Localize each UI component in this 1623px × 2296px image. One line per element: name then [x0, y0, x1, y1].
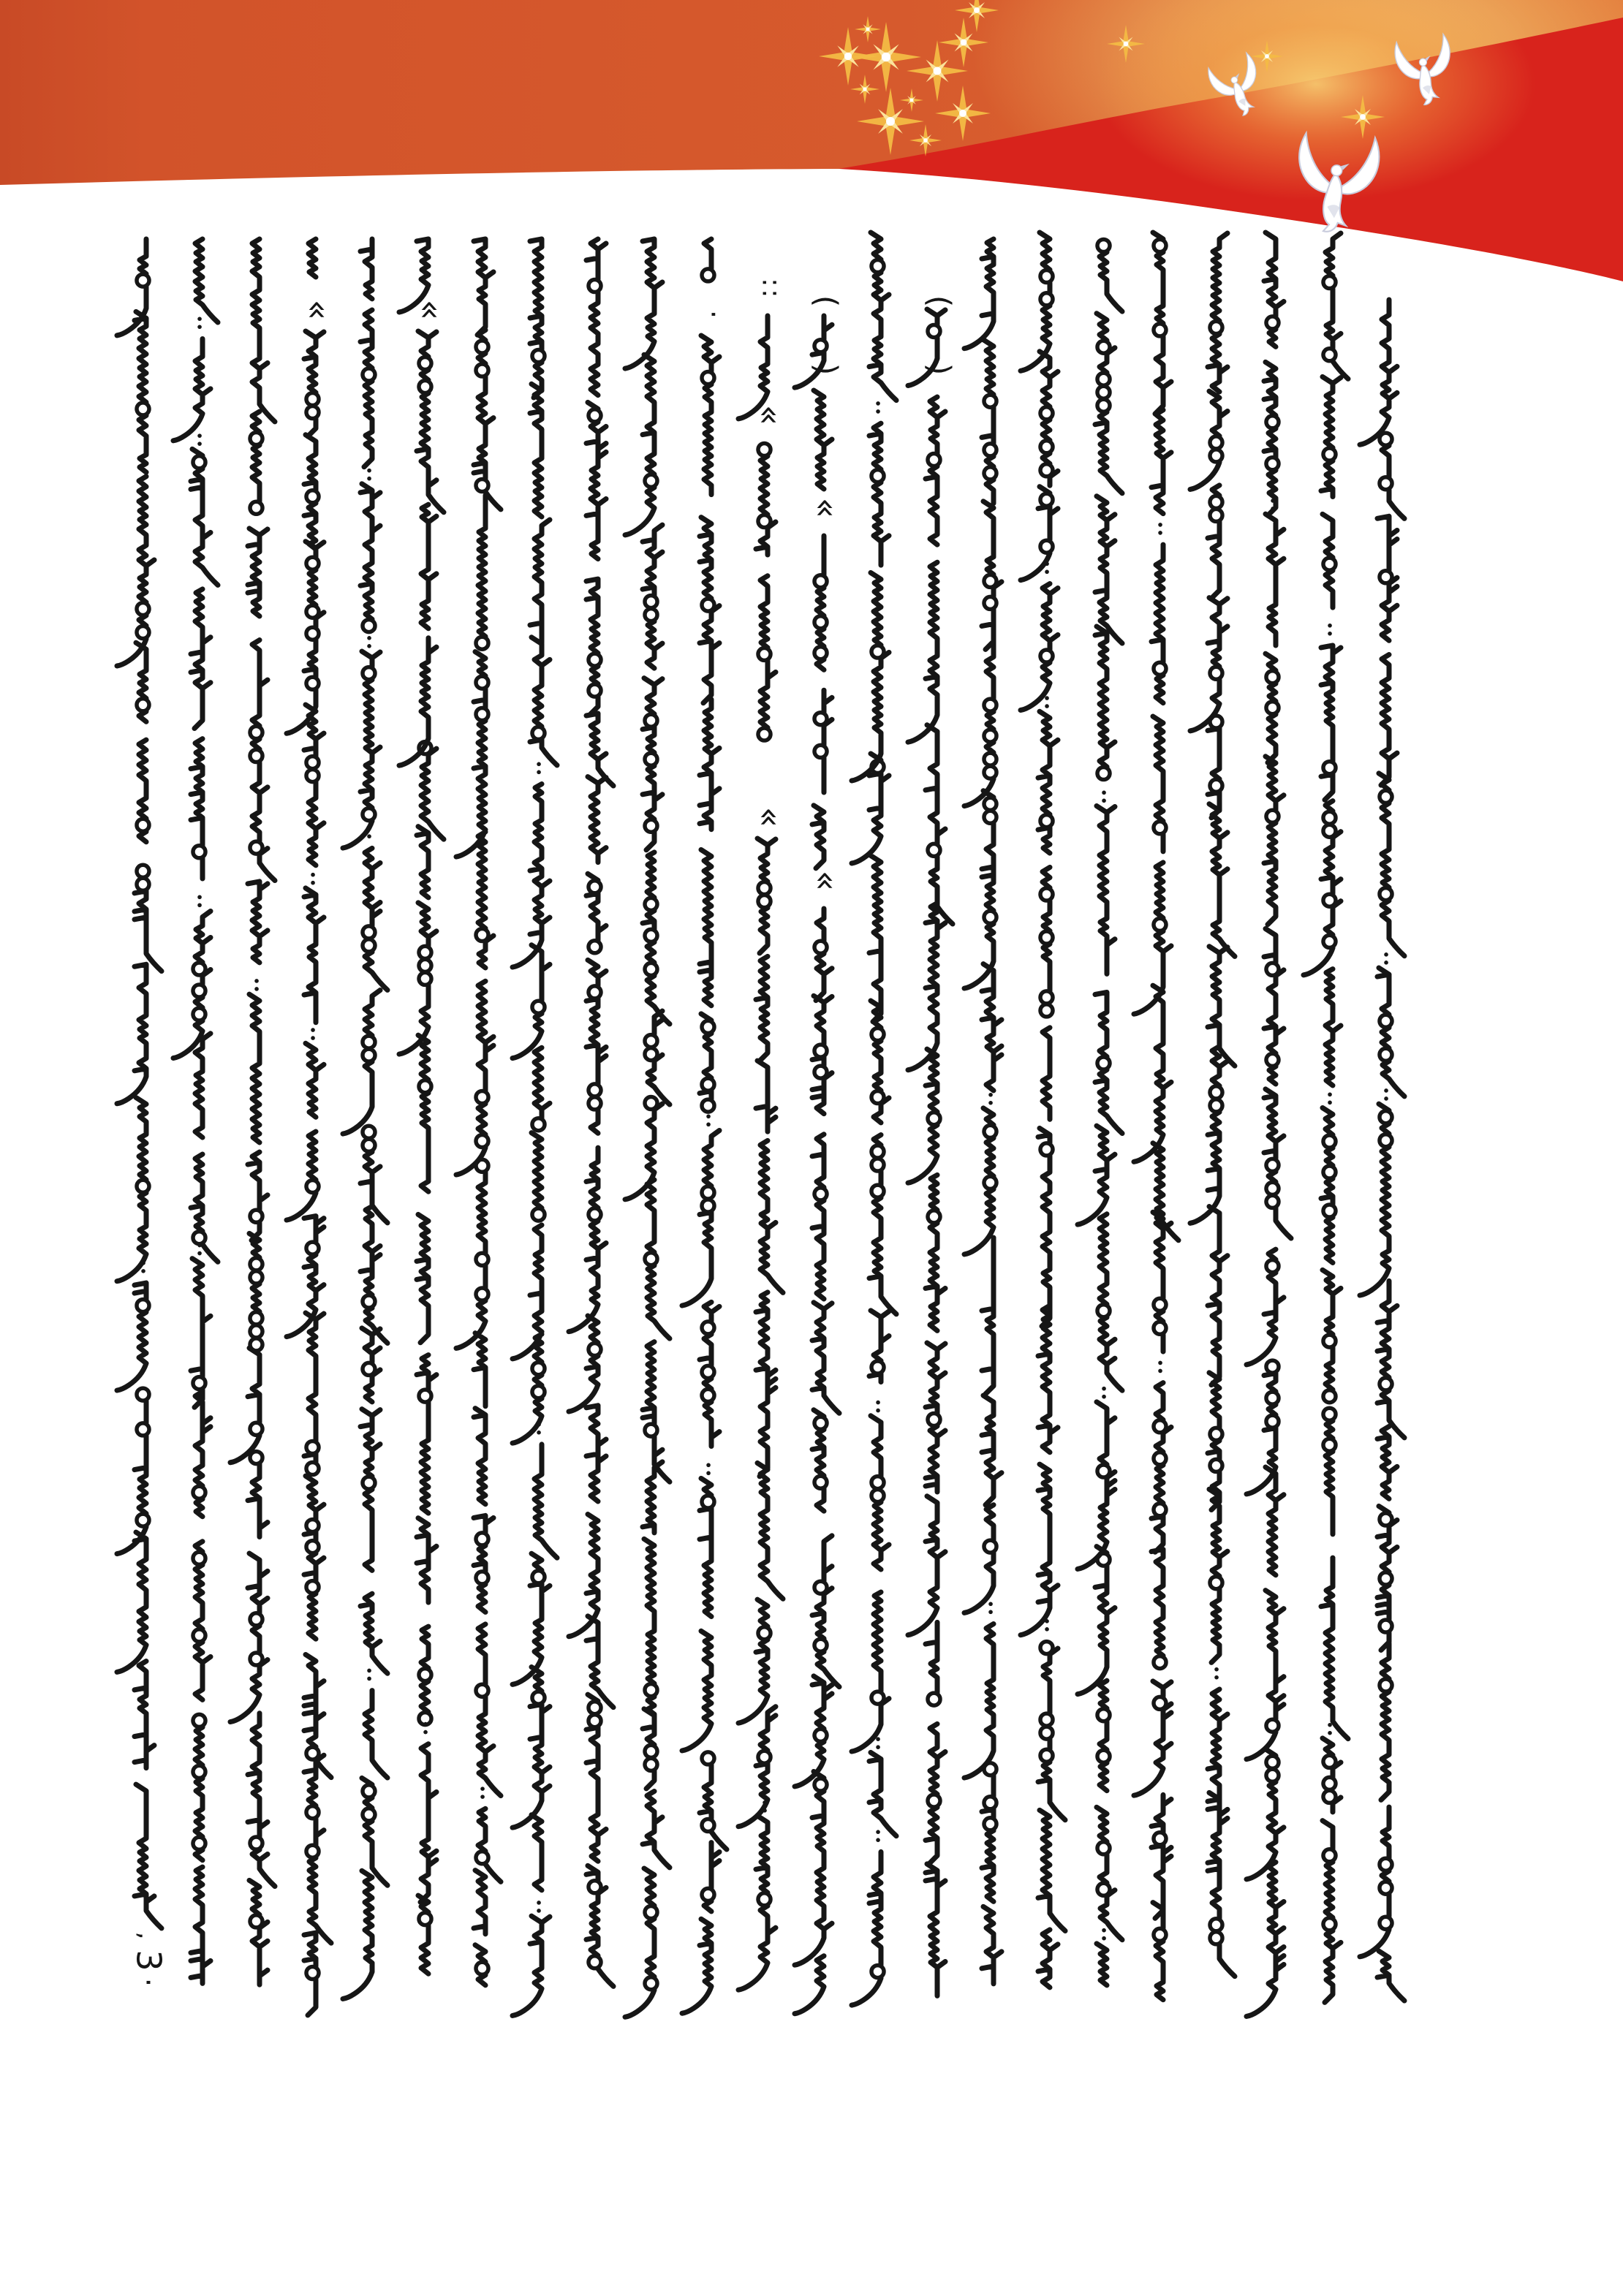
- text-column: [230, 239, 275, 1985]
- text-column: [173, 239, 218, 1983]
- text-column: [1304, 233, 1348, 2002]
- open-quote-mark: «: [750, 806, 790, 828]
- dot-mark: ·: [697, 309, 730, 319]
- mongolian-comma: ,: [132, 1931, 162, 1940]
- text-column: [512, 239, 557, 2015]
- text-column: [1134, 232, 1179, 2000]
- text-column: [625, 239, 670, 2017]
- text-column: [456, 239, 501, 1985]
- close-paren-mark: ): [921, 363, 958, 376]
- text-column: [1246, 232, 1291, 2016]
- open-quote-mark: «: [750, 404, 790, 426]
- text-column: [1190, 233, 1235, 1977]
- text-column: [852, 232, 896, 2005]
- text-column: [343, 239, 387, 1998]
- text-column: [964, 239, 1002, 1984]
- text-column: [117, 239, 169, 1987]
- text-column: [795, 295, 847, 2014]
- page-number: 3: [129, 1950, 169, 1971]
- open-quote-mark: «: [806, 870, 847, 892]
- text-column: [287, 239, 338, 2015]
- open-paren-mark: (: [808, 295, 844, 308]
- mongolian-colon: ∷: [754, 279, 784, 297]
- open-paren-mark: (: [921, 295, 958, 308]
- text-column: [1078, 240, 1122, 1985]
- text-column: [1021, 232, 1065, 1988]
- text-column: [399, 239, 451, 1974]
- text-column: [682, 239, 730, 2013]
- close-paren-mark: ): [808, 363, 844, 376]
- text-column: [1360, 300, 1404, 2001]
- open-quote-mark: «: [411, 299, 451, 321]
- text-column: [908, 295, 958, 1996]
- dot-mark: ·: [131, 1977, 164, 1988]
- text-column: [738, 280, 790, 1990]
- open-quote-mark: «: [806, 497, 847, 519]
- open-quote-mark: «: [298, 299, 338, 321]
- text-column: [569, 239, 613, 1986]
